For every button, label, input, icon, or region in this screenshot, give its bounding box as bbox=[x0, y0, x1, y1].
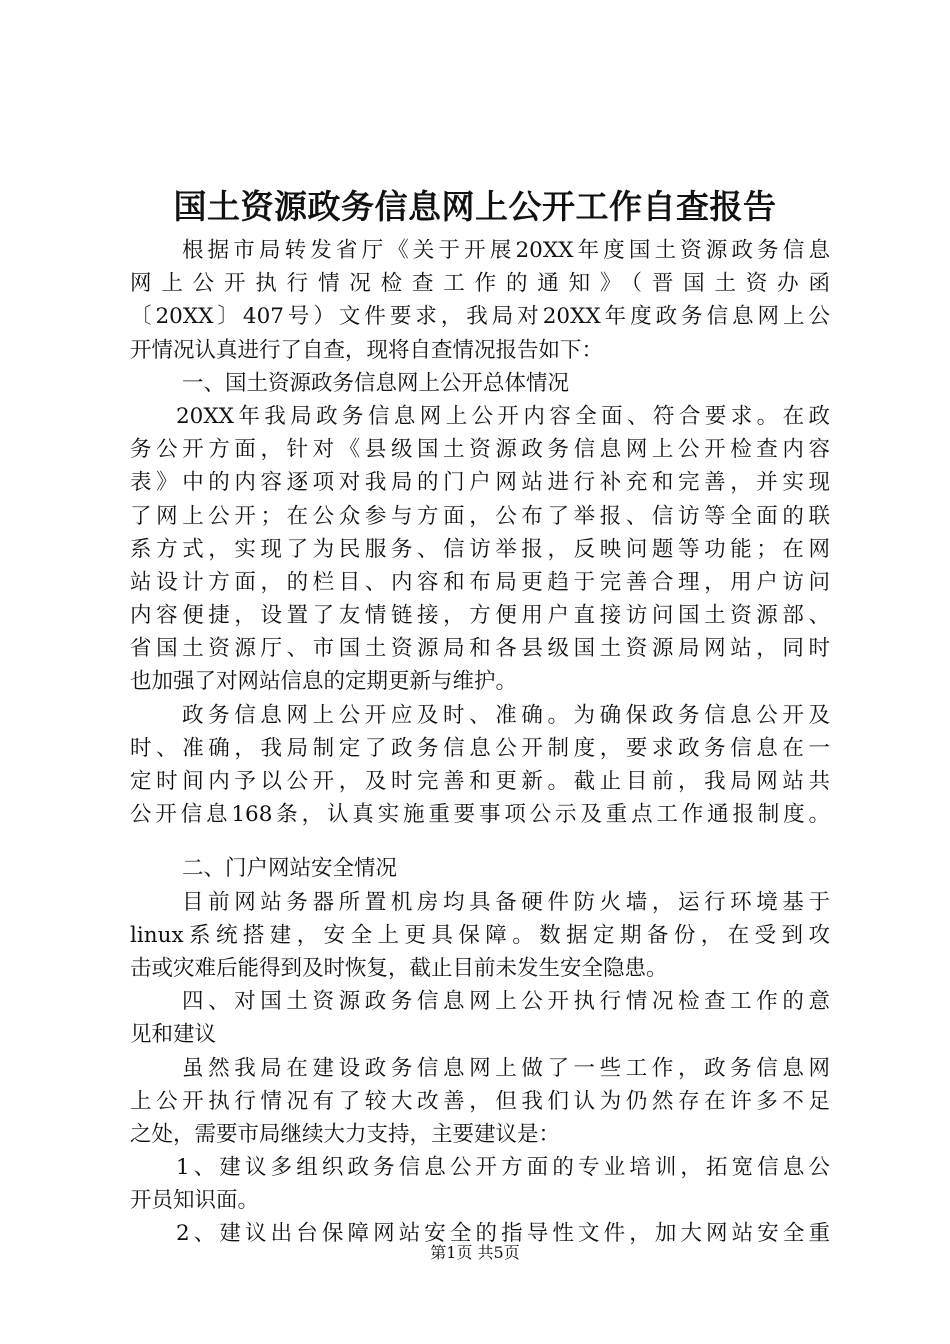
paragraph-line: 内容便捷，设置了友情链接，方便用户直接访问国土资源部、 bbox=[130, 603, 830, 629]
list-item: 1、建议多组织政务信息公开方面的专业培训，拓宽信息公 bbox=[176, 1155, 830, 1181]
paragraph-gap bbox=[130, 831, 830, 852]
paragraph-line: 系方式，实现了为民服务、信访举报，反映问题等功能；在网 bbox=[130, 536, 830, 562]
paragraph-line: 虽然我局在建设政务信息网上做了一些工作，政务信息网 bbox=[182, 1055, 830, 1081]
paragraph-line: 网上公开执行情况检查工作的通知》（晋国土资办函 bbox=[130, 271, 830, 297]
paragraph-line: 根据市局转发省厅《关于开展20XX年度国土资源政务信息 bbox=[182, 238, 830, 263]
paragraph-line: 也加强了对网站信息的定期更新与维护。 bbox=[130, 669, 518, 695]
paragraph-line: 表》中的内容逐项对我局的门户网站进行补充和完善，并实现 bbox=[130, 470, 830, 496]
section-heading: 四、对国土资源政务信息网上公开执行情况检查工作的意 bbox=[182, 989, 830, 1015]
paragraph-line: 了网上公开；在公众参与方面，公布了举报、信访等全面的联 bbox=[130, 503, 830, 529]
paragraph-line: 20XX年我局政务信息网上公开内容全面、符合要求。在政 bbox=[176, 403, 830, 429]
paragraph-line: 站设计方面，的栏目、内容和布局更趋于完善合理，用户访问 bbox=[130, 569, 830, 595]
section-heading: 一、国土资源政务信息网上公开总体情况 bbox=[182, 370, 570, 396]
paragraph-line: 目前网站务器所置机房均具备硬件防火墙，运行环境基于 bbox=[182, 889, 830, 915]
paragraph-line: 之处，需要市局继续大力支持，主要建议是： bbox=[130, 1121, 561, 1147]
paragraph-line: 时、准确，我局制定了政务信息公开制度，要求政务信息在一 bbox=[130, 735, 830, 761]
paragraph-line: 上公开执行情况有了较大改善，但我们认为仍然存在许多不足 bbox=[130, 1088, 830, 1114]
paragraph-line: linux系统搭建，安全上更具保障。数据定期备份，在受到攻 bbox=[130, 922, 830, 948]
paragraph-line: 务公开方面，针对《县级国土资源政务信息网上公开检查内容 bbox=[130, 437, 830, 463]
section-heading-continued: 见和建议 bbox=[130, 1022, 217, 1048]
paragraph-line: 公开信息168条，认真实施重要事项公示及重点工作通报制度。 bbox=[130, 802, 830, 828]
page-number: 第1页 共5页 bbox=[430, 1243, 520, 1262]
paragraph-line: 定时间内予以公开，及时完善和更新。截止目前，我局网站共 bbox=[130, 769, 830, 794]
paragraph-line: 击或灾难后能得到及时恢复，截止目前未发生安全隐患。 bbox=[130, 955, 668, 981]
paragraph-line: 〔20XX〕407号）文件要求，我局对20XX年度政务信息网上公 bbox=[130, 304, 830, 330]
paragraph-line: 政务信息网上公开应及时、准确。为确保政务信息公开及 bbox=[182, 702, 830, 728]
paragraph-line: 省国土资源厅、市国土资源局和各县级国土资源局网站，同时 bbox=[130, 636, 830, 662]
section-heading: 二、门户网站安全情况 bbox=[182, 856, 398, 882]
document-body bbox=[130, 234, 830, 1251]
document-title: 国土资源政务信息网上公开工作自查报告 bbox=[173, 187, 777, 226]
list-item-continued: 开员知识面。 bbox=[130, 1188, 260, 1214]
paragraph-line: 开情况认真进行了自查，现将自查情况报告如下： bbox=[130, 337, 604, 363]
list-item: 2、建议出台保障网站安全的指导性文件，加大网站安全重 bbox=[176, 1221, 830, 1247]
